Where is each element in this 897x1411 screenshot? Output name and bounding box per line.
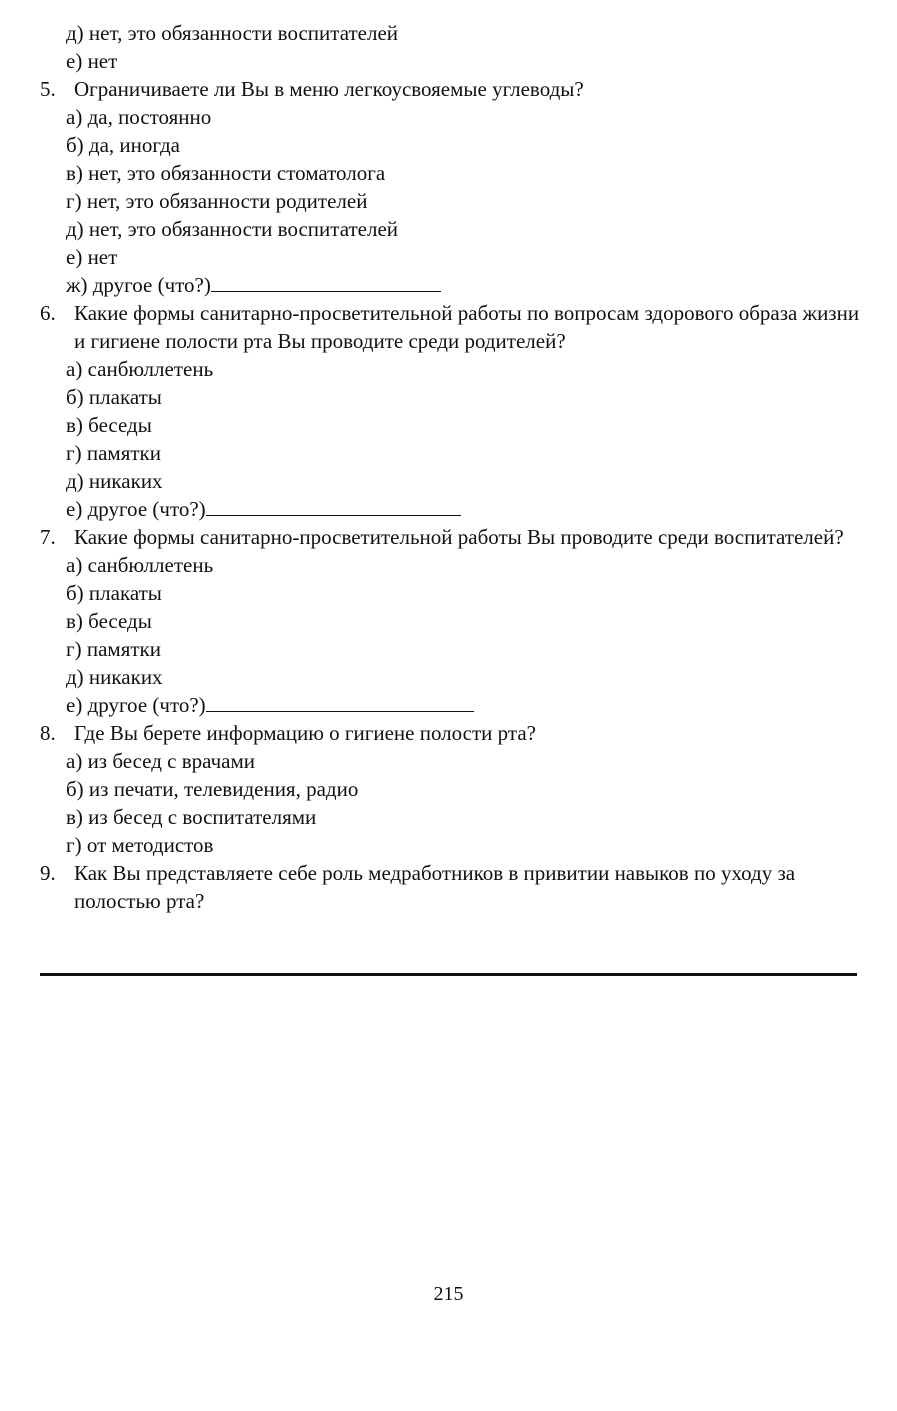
question-number: 5. bbox=[40, 77, 56, 101]
question-number: 9. bbox=[40, 861, 56, 885]
answer-option-label: ж) другое (что?) bbox=[66, 273, 211, 297]
question-number: 7. bbox=[40, 525, 56, 549]
answer-option: в) нет, это обязанности стоматолога bbox=[66, 161, 386, 185]
question-9 bbox=[40, 859, 860, 915]
answer-option-label: е) другое (что?) bbox=[66, 693, 206, 717]
answer-option: б) да, иногда bbox=[66, 133, 180, 157]
answer-option: б) плакаты bbox=[66, 385, 162, 409]
answer-option: в) беседы bbox=[66, 609, 152, 633]
questionnaire-body bbox=[40, 19, 860, 915]
answer-option: г) памятки bbox=[66, 441, 161, 465]
question-text: Какие формы санитарно-просветительной работы по вопросам здорового образа жизни и гигиене полости рта Вы проводите среди родителей? bbox=[74, 301, 860, 353]
answer-option: е) нет bbox=[66, 245, 118, 269]
page-number: 215 bbox=[433, 1283, 464, 1305]
answer-option: а) из бесед с врачами bbox=[66, 749, 256, 773]
answer-option: в) беседы bbox=[66, 413, 152, 437]
write-in-blank bbox=[206, 495, 461, 516]
answer-option: в) из бесед с воспитателями bbox=[66, 805, 317, 829]
write-in-blank bbox=[206, 691, 474, 712]
answer-option: г) памятки bbox=[66, 637, 161, 661]
answer-option: д) нет, это обязанности воспитателей bbox=[66, 217, 399, 241]
carryover-option: д) нет, это обязанности воспитателей bbox=[66, 21, 399, 45]
question-6 bbox=[40, 299, 860, 355]
answer-option: г) нет, это обязанности родителей bbox=[66, 189, 368, 213]
answer-option-other bbox=[66, 495, 860, 523]
answer-option: г) от методистов bbox=[66, 833, 214, 857]
answer-option: а) санбюллетень bbox=[66, 553, 214, 577]
answer-option: д) никаких bbox=[66, 665, 163, 689]
question-number: 6. bbox=[40, 301, 56, 325]
answer-option: а) да, постоянно bbox=[66, 105, 212, 129]
question-5 bbox=[40, 75, 860, 103]
question-text: Какие формы санитарно-просветительной работы Вы проводите среди воспитателей? bbox=[74, 525, 844, 549]
question-8 bbox=[40, 719, 860, 747]
question-7 bbox=[40, 523, 860, 551]
question-text: Как Вы представляете себе роль медработников в привитии навыков по уходу за полостью рта? bbox=[74, 861, 796, 913]
answer-option: б) из печати, телевидения, радио bbox=[66, 777, 359, 801]
carryover-option: е) нет bbox=[66, 49, 118, 73]
question-text: Где Вы берете информацию о гигиене полости рта? bbox=[74, 721, 536, 745]
question-text: Ограничиваете ли Вы в меню легкоусвояемые углеводы? bbox=[74, 77, 584, 101]
question-number: 8. bbox=[40, 721, 56, 745]
answer-option: д) никаких bbox=[66, 469, 163, 493]
answer-option: а) санбюллетень bbox=[66, 357, 214, 381]
answer-option: б) плакаты bbox=[66, 581, 162, 605]
answer-option-other bbox=[66, 691, 860, 719]
answer-option-other bbox=[66, 271, 860, 299]
write-in-blank bbox=[211, 271, 441, 292]
answer-option-label: е) другое (что?) bbox=[66, 497, 206, 521]
answer-line bbox=[40, 973, 857, 976]
